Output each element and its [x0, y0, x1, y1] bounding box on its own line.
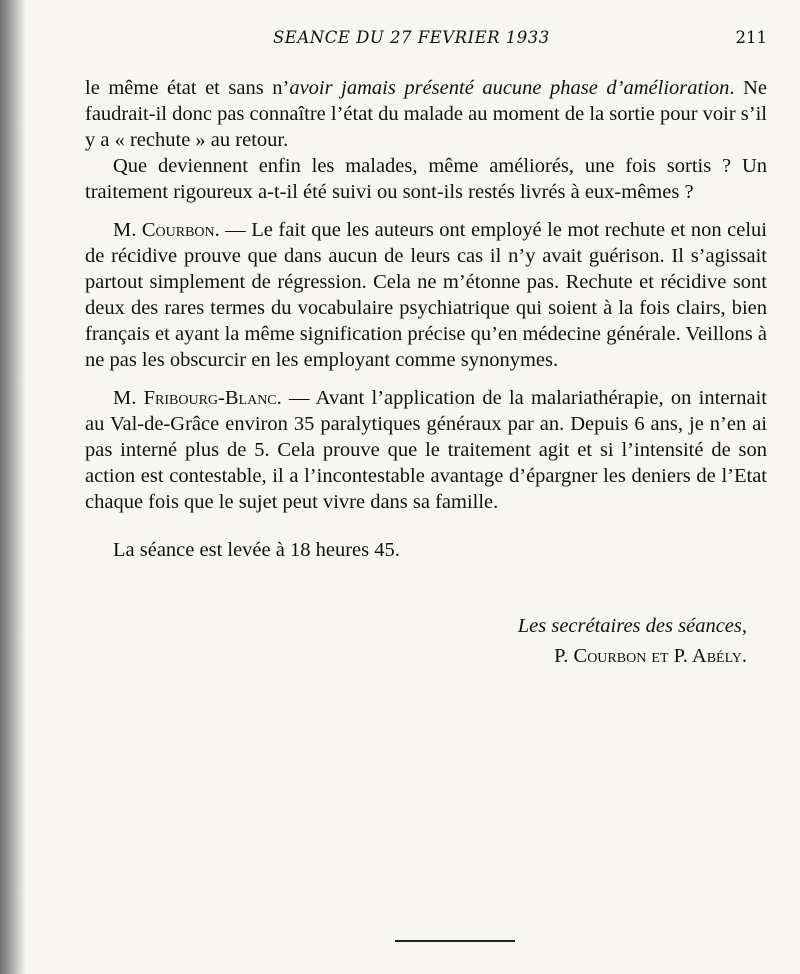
paragraph-text: — Avant l’application de la malariathérapie, on internait au Val-de-Grâce environ 35 paralytiques généraux par an. Depuis 6 ans, je n’en ai pas interné plus de 5. Cela prouve que le traitement agit et si l’intensité de son action est contestable, il a l’incontestable avantage d’épargner les deniers de l’Etat chaque fois que le sujet peut vivre dans sa famille. [85, 387, 767, 513]
closing-line: La séance est levée à 18 heures 45. [113, 539, 400, 561]
document-body [85, 75, 767, 669]
binding-shadow [0, 0, 26, 974]
paragraph-text: — Le fait que les auteurs ont employé le mot rechute et non celui de récidive prouve que dans aucun de leurs cas il n’y avait guérison. Il s’agissait partout simplement de régression. Cela ne m’étonne pas. Rechute et récidive sont deux des rares termes du vocabulaire psychiatrique qui soient à la fois clairs, bien français et ayant la même signification précise qu’en médecine générale. Veillons à ne pas les obscurcir en les employant comme synonymes. [85, 219, 767, 371]
paragraph-courbon [85, 217, 767, 373]
footer-rule [395, 940, 515, 942]
speaker-name: M. Fribourg-Blanc. [113, 387, 282, 409]
paragraph-question: Que deviennent enfin les malades, même améliorés, une fois sortis ? Un traitement rigoureux a-t-il été suivi ou sont-ils restés livrés à eux-mêmes ? [85, 155, 767, 203]
paragraph-continuation [85, 75, 767, 153]
running-header [85, 28, 767, 52]
page-number: 211 [735, 28, 767, 47]
paragraph-fribourg-blanc [85, 385, 767, 515]
signature-names: P. Courbon et P. Abély. [554, 645, 747, 667]
speaker-name: M. Courbon. [113, 219, 220, 241]
running-title: SEANCE DU 27 FEVRIER 1933 [273, 28, 550, 47]
italic-phrase: avoir jamais présenté aucune phase d’amélioration [289, 77, 730, 99]
paragraph-text: . Ne faudrait-il donc pas connaître l’état du malade au moment de la sortie pour voir s’il y a « rechute » au retour. [85, 77, 767, 151]
paragraph-text: le même état et sans n’ [85, 77, 290, 99]
signature-title: Les secrétaires des séances, [517, 615, 747, 637]
